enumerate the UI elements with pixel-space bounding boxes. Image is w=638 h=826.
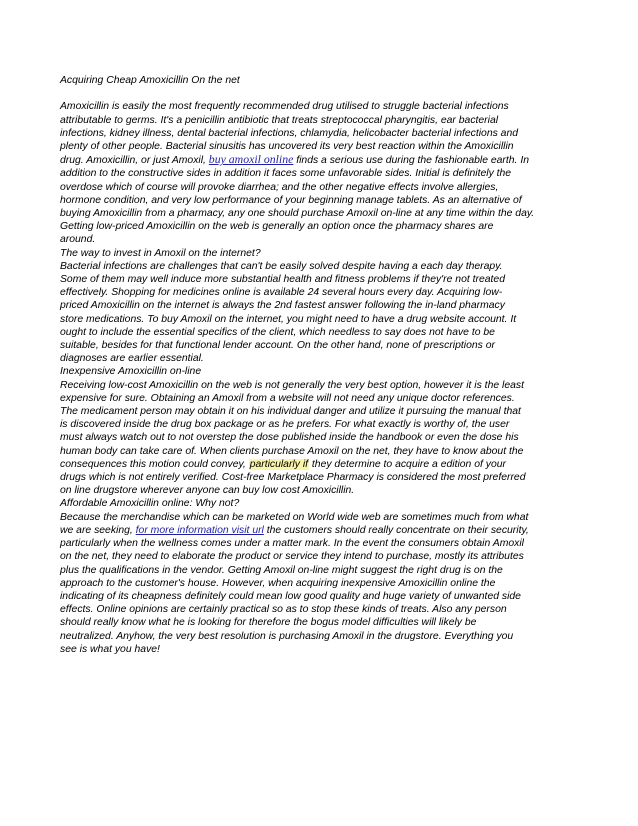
text-line — [60, 524, 580, 537]
buy-amoxil-link[interactable]: buy amoxil online — [208, 152, 294, 167]
text-line: The medicament person may obtain it on his individual danger and utilize it pursuing the manual that — [60, 406, 521, 418]
text-span: the customers should really concentrate on their security, — [263, 524, 529, 536]
text-line: is discovered inside the drug box package or as he prefers. For what exactly is worthy of, the user — [60, 419, 510, 431]
paragraph-body — [60, 167, 580, 457]
text-line: addition to the constructive sides in addition it faces some unfavorable sides. Initial is definitely the — [60, 168, 512, 180]
text-line: The way to invest in Amoxil on the internet? — [60, 247, 261, 259]
text-line: see is what you have! — [60, 643, 160, 655]
text-line: store medications. To buy Amoxil on the internet, you might need to have a drug website account. It — [60, 313, 517, 325]
document-page — [60, 74, 580, 656]
text-line: overdose which of course will provoke diarrhea; and the other negative effects involve allergies, — [60, 181, 499, 193]
text-span: drug. Amoxicillin, or just Amoxil, — [60, 155, 209, 167]
text-line: on line drugstore wherever anyone can buy low cost Amoxicillin. — [60, 485, 355, 497]
text-line: on the net, they need to elaborate the product or service they intend to purchase, mostly its attributes — [60, 551, 524, 563]
text-line: buying Amoxicillin from a pharmacy, any one should purchase Amoxil on-line at any time within the day. — [60, 208, 535, 220]
text-line — [60, 153, 580, 167]
highlighted-text: particularly if — [249, 458, 309, 470]
text-line: Amoxicillin is easily the most frequently recommended drug utilised to struggle bacterial infections — [60, 101, 509, 113]
text-line: plus the qualifications in the vendor. Getting Amoxil on-line might suggest the right drug is on the — [60, 564, 503, 576]
paragraph-body — [60, 537, 580, 656]
paragraph-body — [60, 471, 580, 524]
text-line: infections, kidney illness, dental bacterial infections, chlamydia, helicobacter bacterial infections and — [60, 127, 519, 139]
text-line: Receiving low-cost Amoxicillin on the web is not generally the very best option, however it is the least — [60, 379, 524, 391]
text-line: priced Amoxicillin on the internet is always the 2nd fastest answer following the in-land pharmacy — [60, 300, 505, 312]
text-line: indicating of its cheapness definitely could mean low good quality and huge variety of unwanted side — [60, 590, 521, 602]
text-line: Bacterial infections are challenges that can't be easily solved despite having a each day therapy. — [60, 260, 503, 272]
text-line: human body can take care of. When clients purchase Amoxil on the net, they have to know about the — [60, 445, 524, 457]
text-line: must always watch out to not overstep the dose published inside the handbook or even the dose his — [60, 432, 519, 444]
text-line: expensive for sure. Obtaining an Amoxil from a website will not need any unique doctor references. — [60, 392, 515, 404]
text-line: approach to the customer's house. However, when acquiring inexpensive Amoxicillin online the — [60, 577, 496, 589]
text-line: ought to include the essential specifics of the client, which needless to say does not have to be — [60, 326, 495, 338]
text-line: plenty of other people. Bacterial sinusitis has uncovered its very best reaction within the Amoxicillin — [60, 141, 514, 152]
text-span: we are seeking, — [60, 524, 136, 536]
text-line: Because the merchandise which can be marketed on World wide web are sometimes much from what — [60, 511, 529, 523]
text-line — [60, 458, 580, 471]
text-line: diagnoses are earlier essential. — [60, 353, 204, 365]
paragraph-intro — [60, 100, 580, 153]
text-line: Getting low-priced Amoxicillin on the web is generally an option once the pharmacy shares are — [60, 221, 494, 233]
text-line: drugs which is not entirely verified. Cost-free Marketplace Pharmacy is considered the most preferred — [60, 472, 526, 484]
document-title: Acquiring Cheap Amoxicillin On the net — [60, 75, 240, 86]
text-span: finds a serious use during the fashionable earth. In — [293, 155, 529, 167]
text-line: should really know what he is looking for therefore the bogus model difficulties will likely be — [60, 617, 477, 629]
more-info-link[interactable]: for more information visit url — [135, 524, 264, 536]
text-line: effects. Online opinions are certainly practical so as to stop these kinds of treats. Also any person — [60, 604, 507, 616]
text-line: particularly when the wellness comes under a matter mark. In the event the consumers obtain Amoxil — [60, 538, 524, 550]
text-line: around. — [60, 234, 96, 246]
text-line: hormone condition, and very low performance of your beginning manage tablets. As an alternative of — [60, 194, 522, 206]
text-line: Affordable Amoxicillin online: Why not? — [60, 498, 240, 510]
text-line: neutralized. Anyhow, the very best resolution is purchasing Amoxil in the drugstore. Everything you — [60, 630, 514, 642]
text-line: Some of them may well induce more substantial health and fitness problems if they're not treated — [60, 274, 505, 286]
text-line: attributable to germs. It's a penicillin antibiotic that treats streptococcal pharyngitis, ear bacterial — [60, 114, 499, 126]
text-line: Inexpensive Amoxicillin on-line — [60, 366, 202, 378]
text-line: suitable, besides for that functional lender account. On the other hand, none of prescriptions or — [60, 340, 495, 352]
text-span: consequences this motion could convey, — [60, 458, 249, 470]
text-line: effectively. Shopping for medicines online is available 24 several hours every day. Acquiring low- — [60, 287, 503, 299]
text-span: they determine to acquire a edition of your — [309, 458, 506, 470]
